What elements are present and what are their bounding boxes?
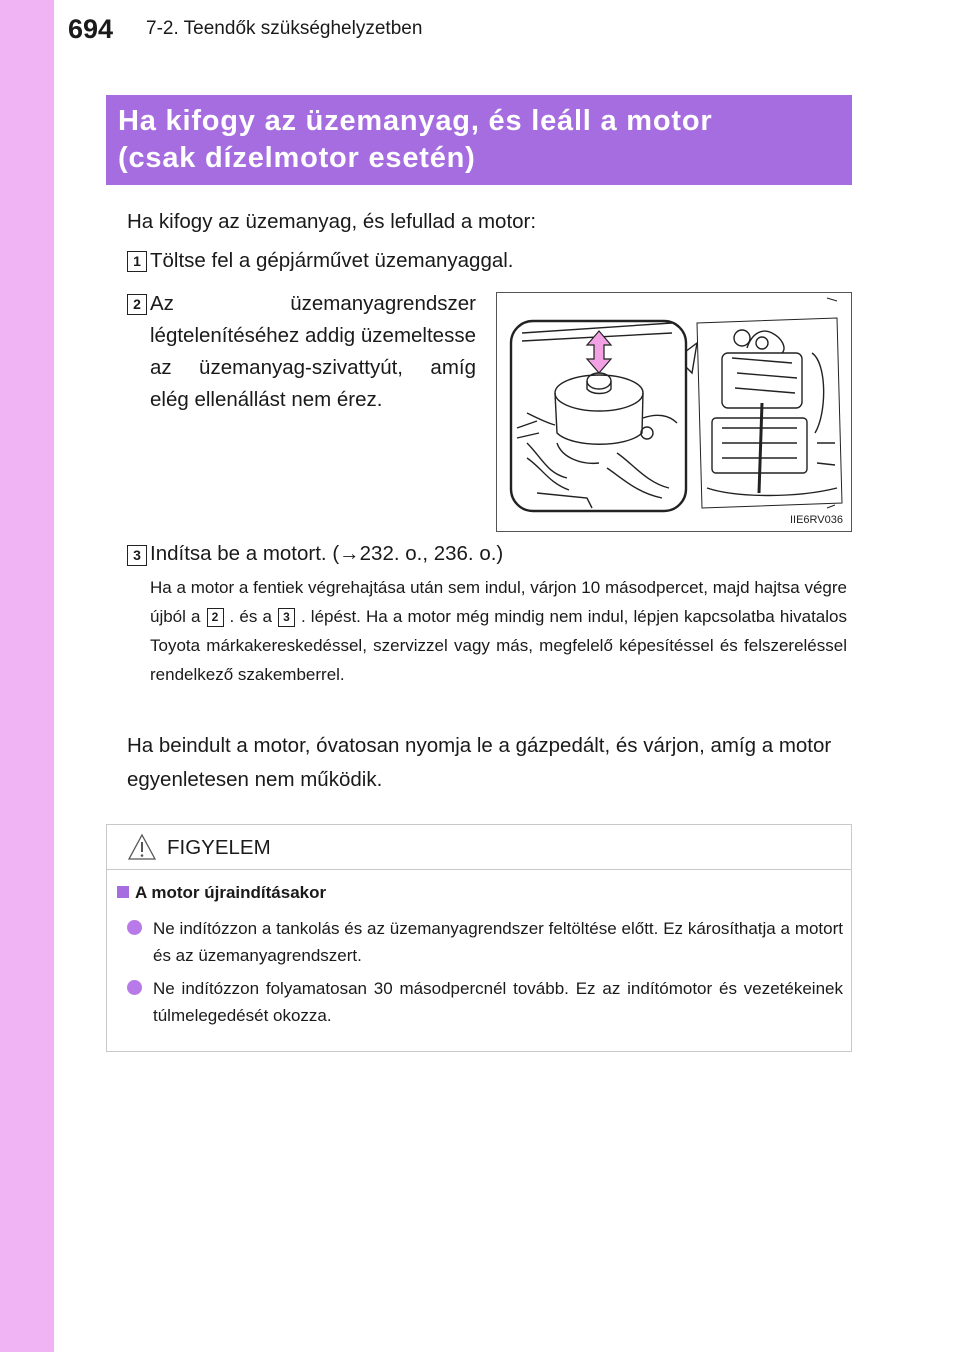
warning-bullet-2 [127, 975, 843, 1029]
note-ref-step-3: 3 [278, 608, 295, 627]
step-text-2: Az üzemanyagrendszer légtelenítéséhez addig üzemeltesse az üzemanyag-szivattyút, amíg elég ellenállást nem érez. [150, 292, 476, 411]
intro-text: Ha kifogy az üzemanyag, és lefullad a motor: [127, 210, 537, 233]
square-bullet-icon [117, 886, 129, 898]
figure-code: IIE6RV036 [789, 514, 843, 526]
page-number: 694 [68, 14, 114, 44]
warning-bullet-text-2: Ne indítózzon folyamatosan 30 másodpercnél tovább. Ez az indítómotor és vezetékeinek túlmelegedését okozza. [153, 979, 843, 1025]
step-text-1: Töltse fel a gépjárművet üzemanyaggal. [150, 249, 514, 272]
outcome-text: Ha beindult a motor, óvatosan nyomja le a gázpedált, és várjon, amíg a motor egyenletesen nem működik. [127, 734, 832, 791]
step-number-1: 1 [127, 251, 147, 272]
note-text-part-3: . lépést. Ha a motor még mindig nem indul, lépjen kapcsolatba hivatalos Toyota márkakereskedéssel, szervizzel vagy más, megfelelő képesítéssel és felszereléssel rendelkező szakemberrel. [150, 607, 847, 684]
warning-bullet-text-1: Ne indítózzon a tankolás és az üzemanyagrendszer feltöltése előtt. Ez károsíthatja a motort és az üzemanyagrendszert. [153, 919, 843, 965]
note-text-part-1: Ha a motor a fentiek végrehajtása után sem indul, várjon 10 másodpercet, majd hajtsa végre újból a [150, 578, 847, 626]
note-ref-step-2: 2 [207, 608, 224, 627]
circle-bullet-icon [127, 980, 142, 995]
warning-triangle-icon [127, 833, 157, 861]
warning-box [106, 824, 852, 1052]
engine-bay-drawing [497, 293, 852, 532]
engine-fuel-pump-illustration [496, 292, 852, 532]
section-title-bar [106, 95, 852, 185]
step-number-2: 2 [127, 294, 147, 315]
step-number-3: 3 [127, 545, 147, 566]
warning-subheading [117, 883, 326, 903]
warning-subheading-text: A motor újraindításakor [135, 883, 327, 902]
side-tab-strip [0, 0, 54, 1352]
note-paragraph [150, 573, 847, 689]
warning-bullet-1 [127, 915, 843, 969]
title-line-2: (csak dízelmotor esetén) [118, 142, 476, 174]
warning-title: FIGYELEM [167, 836, 271, 859]
title-line-1: Ha kifogy az üzemanyag, és leáll a motor [118, 105, 713, 137]
step-text-3: Indítsa be a motort. (→232. o., 236. o.) [150, 542, 504, 565]
section-label: 7-2. Teendők szükséghelyzetben [146, 18, 423, 39]
note-text-part-2: . és a [229, 607, 272, 626]
circle-bullet-icon [127, 920, 142, 935]
warning-header [107, 825, 851, 870]
